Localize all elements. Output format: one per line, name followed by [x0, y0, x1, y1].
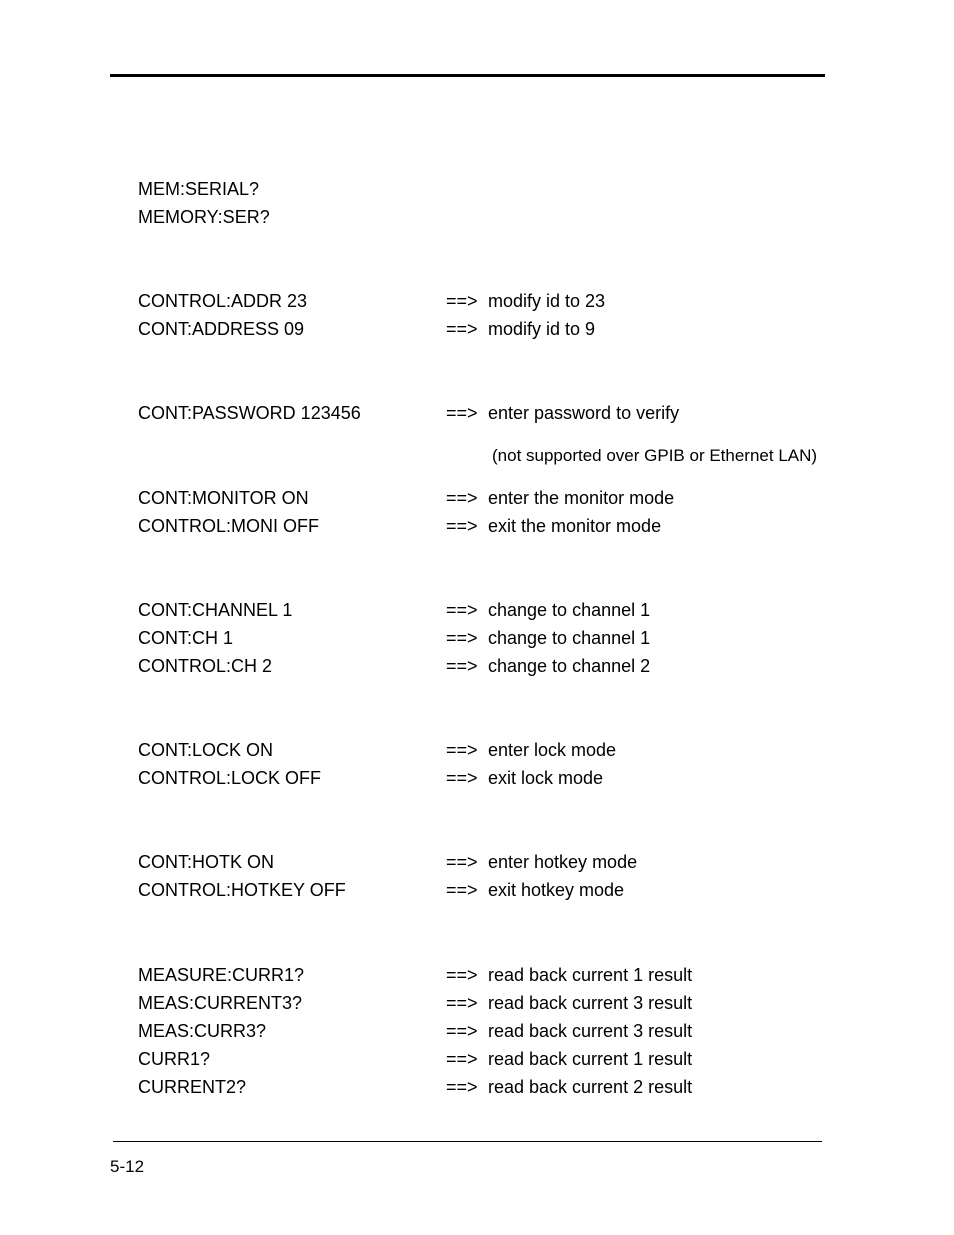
arrow-symbol: ==> [446, 1021, 478, 1041]
arrow-symbol: ==> [446, 628, 478, 648]
command-text: CONT:CHANNEL 1 [138, 600, 293, 620]
command-description: enter the monitor mode [488, 488, 675, 508]
command-description: change to channel 1 [488, 600, 651, 620]
arrow-symbol: ==> [446, 880, 478, 900]
arrow-symbol: ==> [446, 600, 478, 620]
command-text: CONTROL:MONI OFF [138, 516, 319, 536]
command-description: modify id to 9 [488, 319, 596, 339]
command-text: CONT:MONITOR ON [138, 488, 309, 508]
command-description: exit lock mode [488, 768, 604, 788]
command-text: MEAS:CURR3? [138, 1021, 267, 1041]
command-text: CONTROL:ADDR 23 [138, 291, 308, 311]
command-description: read back current 1 result [488, 1049, 693, 1069]
command-text: CURR1? [138, 1049, 211, 1069]
arrow-symbol: ==> [446, 965, 478, 985]
command-text: CONTROL:CH 2 [138, 656, 273, 676]
arrow-symbol: ==> [446, 993, 478, 1013]
password-note: (not supported over GPIB or Ethernet LAN) [492, 446, 818, 465]
command-description: change to channel 1 [488, 628, 651, 648]
command-description: exit the monitor mode [488, 516, 662, 536]
arrow-symbol: ==> [446, 768, 478, 788]
command-description: read back current 3 result [488, 1021, 693, 1041]
command-text: CONTROL:LOCK OFF [138, 768, 322, 788]
command-text: MEMORY:SER? [138, 207, 270, 227]
arrow-symbol: ==> [446, 1077, 478, 1097]
command-text: CONT:ADDRESS 09 [138, 319, 305, 339]
command-text: MEASURE:CURR1? [138, 965, 305, 985]
command-description: enter lock mode [488, 740, 617, 760]
command-description: modify id to 23 [488, 291, 606, 311]
arrow-symbol: ==> [446, 291, 478, 311]
command-description: read back current 3 result [488, 993, 693, 1013]
command-description: exit hotkey mode [488, 880, 625, 900]
arrow-symbol: ==> [446, 319, 478, 339]
command-text: CURRENT2? [138, 1077, 247, 1097]
command-description: read back current 2 result [488, 1077, 693, 1097]
header-rule [110, 74, 825, 77]
command-text: CONT:PASSWORD 123456 [138, 403, 361, 423]
arrow-symbol: ==> [446, 1049, 478, 1069]
command-text: CONT:CH 1 [138, 628, 234, 648]
arrow-symbol: ==> [446, 488, 478, 508]
command-description: enter hotkey mode [488, 852, 638, 872]
command-text: MEM:SERIAL? [138, 179, 260, 199]
command-text: CONTROL:HOTKEY OFF [138, 880, 346, 900]
arrow-symbol: ==> [446, 516, 478, 536]
command-text: CONT:LOCK ON [138, 740, 274, 760]
arrow-symbol: ==> [446, 852, 478, 872]
page-number: 5-12 [110, 1157, 145, 1176]
command-description: enter password to verify [488, 403, 680, 423]
command-text: CONT:HOTK ON [138, 852, 275, 872]
command-description: change to channel 2 [488, 656, 651, 676]
command-description: read back current 1 result [488, 965, 693, 985]
command-text: MEAS:CURRENT3? [138, 993, 303, 1013]
arrow-symbol: ==> [446, 740, 478, 760]
footer-rule [113, 1141, 822, 1142]
arrow-symbol: ==> [446, 656, 478, 676]
arrow-symbol: ==> [446, 403, 478, 423]
